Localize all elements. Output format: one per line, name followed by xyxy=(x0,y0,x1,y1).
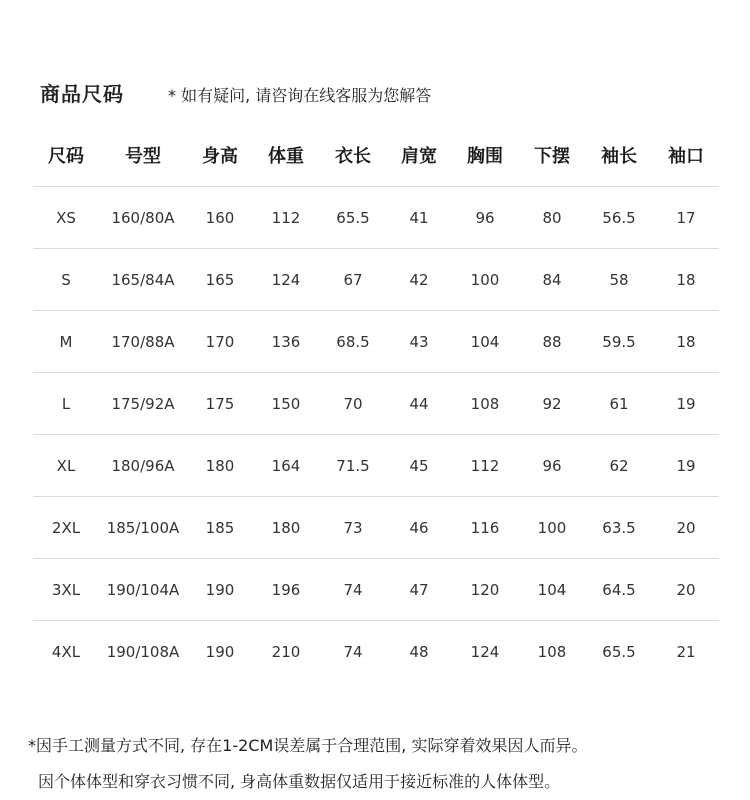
table-cell: 17 xyxy=(676,208,696,227)
column-header-shoulder: 肩宽 xyxy=(401,146,437,167)
table-cell: 116 xyxy=(470,518,500,537)
table-cell: 58 xyxy=(609,270,629,289)
column-header-cuff: 袖口 xyxy=(668,146,704,167)
table-cell: 67 xyxy=(343,270,363,289)
table-cell: 112 xyxy=(271,208,301,227)
table-cell: 185 xyxy=(205,518,235,537)
table-cell: 175 xyxy=(205,394,235,413)
table-cell: 190/104A xyxy=(106,580,180,599)
table-row xyxy=(33,249,719,311)
footer-notes xyxy=(28,728,738,800)
column-header-sleeve-length: 袖长 xyxy=(601,146,637,167)
table-cell: 104 xyxy=(537,580,567,599)
column-header-size: 尺码 xyxy=(48,146,84,167)
table-cell: 20 xyxy=(676,580,696,599)
table-cell: 120 xyxy=(470,580,500,599)
table-cell: 2XL xyxy=(51,518,81,537)
table-cell: XS xyxy=(56,208,76,227)
table-cell: 180 xyxy=(271,518,301,537)
table-cell: 100 xyxy=(537,518,567,537)
table-cell: 112 xyxy=(470,456,500,475)
table-cell: 18 xyxy=(676,270,696,289)
table-row xyxy=(33,311,719,373)
table-cell: 74 xyxy=(343,642,363,661)
table-cell: 160/80A xyxy=(111,208,175,227)
table-row xyxy=(33,497,719,559)
footer-note-body-type: 因个体体型和穿衣习惯不同, 身高体重数据仅适用于接近标准的人体体型。 xyxy=(38,772,561,791)
table-cell: 46 xyxy=(409,518,429,537)
table-cell: 210 xyxy=(271,642,301,661)
table-cell: 71.5 xyxy=(336,456,370,475)
table-row xyxy=(33,621,719,682)
table-cell: 165/84A xyxy=(111,270,175,289)
table-cell: 180/96A xyxy=(111,456,175,475)
table-cell: 63.5 xyxy=(602,518,636,537)
size-table xyxy=(33,124,719,682)
table-row xyxy=(33,373,719,435)
table-cell: 68.5 xyxy=(336,332,370,351)
table-row xyxy=(33,559,719,621)
header-note: * 如有疑问, 请咨询在线客服为您解答 xyxy=(168,86,432,105)
table-cell: 41 xyxy=(409,208,429,227)
column-header-hem: 下摆 xyxy=(534,146,570,167)
table-cell: 18 xyxy=(676,332,696,351)
table-cell: 65.5 xyxy=(602,642,636,661)
table-header-row xyxy=(33,124,719,187)
table-cell: 21 xyxy=(676,642,696,661)
column-header-fit: 号型 xyxy=(125,146,161,167)
table-cell: 190 xyxy=(205,580,235,599)
page-header xyxy=(40,78,431,107)
table-row xyxy=(33,187,719,249)
table-cell: 59.5 xyxy=(602,332,636,351)
table-cell: 92 xyxy=(542,394,562,413)
column-header-weight: 体重 xyxy=(268,146,304,167)
table-cell: 108 xyxy=(537,642,567,661)
table-cell: 108 xyxy=(470,394,500,413)
table-cell: 65.5 xyxy=(336,208,370,227)
table-cell: L xyxy=(61,394,71,413)
table-cell: 100 xyxy=(470,270,500,289)
table-cell: 84 xyxy=(542,270,562,289)
table-cell: 175/92A xyxy=(111,394,175,413)
table-row xyxy=(33,435,719,497)
table-cell: 4XL xyxy=(51,642,81,661)
table-cell: 70 xyxy=(343,394,363,413)
table-cell: 150 xyxy=(271,394,301,413)
table-cell: 170 xyxy=(205,332,235,351)
table-cell: 44 xyxy=(409,394,429,413)
table-cell: 196 xyxy=(271,580,301,599)
table-cell: 180 xyxy=(205,456,235,475)
page-title: 商品尺码 xyxy=(40,82,124,106)
table-cell: 190 xyxy=(205,642,235,661)
table-cell: 19 xyxy=(676,394,696,413)
table-cell: 190/108A xyxy=(106,642,180,661)
table-cell: 88 xyxy=(542,332,562,351)
table-cell: 61 xyxy=(609,394,629,413)
table-cell: 165 xyxy=(205,270,235,289)
table-cell: S xyxy=(61,270,71,289)
table-cell: 80 xyxy=(542,208,562,227)
column-header-chest: 胸围 xyxy=(467,146,503,167)
table-cell: 64.5 xyxy=(602,580,636,599)
table-cell: 56.5 xyxy=(602,208,636,227)
table-cell: 170/88A xyxy=(111,332,175,351)
table-cell: 136 xyxy=(271,332,301,351)
table-cell: 43 xyxy=(409,332,429,351)
table-cell: 96 xyxy=(542,456,562,475)
table-cell: M xyxy=(59,332,73,351)
column-header-height: 身高 xyxy=(202,146,238,167)
footer-note-measurement: *因手工测量方式不同, 存在1-2CM误差属于合理范围, 实际穿着效果因人而异。 xyxy=(28,736,588,755)
table-cell: 104 xyxy=(470,332,500,351)
table-cell: 47 xyxy=(409,580,429,599)
table-cell: 74 xyxy=(343,580,363,599)
table-cell: 73 xyxy=(343,518,363,537)
table-cell: 45 xyxy=(409,456,429,475)
table-cell: 96 xyxy=(475,208,495,227)
table-cell: 20 xyxy=(676,518,696,537)
table-cell: 124 xyxy=(470,642,500,661)
table-cell: 3XL xyxy=(51,580,81,599)
table-cell: XL xyxy=(56,456,76,475)
table-cell: 124 xyxy=(271,270,301,289)
table-cell: 48 xyxy=(409,642,429,661)
table-cell: 185/100A xyxy=(106,518,180,537)
table-cell: 160 xyxy=(205,208,235,227)
table-cell: 62 xyxy=(609,456,629,475)
table-cell: 42 xyxy=(409,270,429,289)
table-cell: 164 xyxy=(271,456,301,475)
column-header-length: 衣长 xyxy=(335,146,371,167)
table-cell: 19 xyxy=(676,456,696,475)
